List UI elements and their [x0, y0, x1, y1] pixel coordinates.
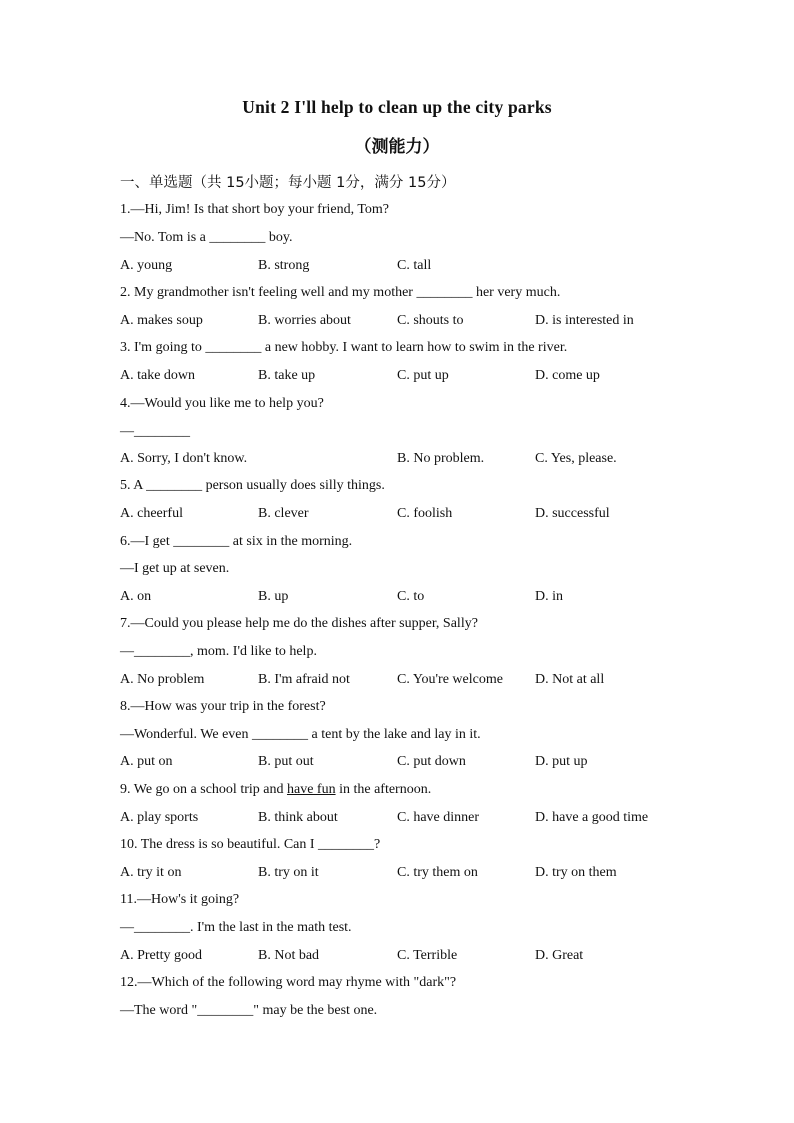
question-9: [120, 781, 431, 799]
q9-option-c: C. have dinner: [397, 810, 480, 825]
q9-option-b: B. think about: [258, 810, 338, 825]
q7-option-b: B. I'm afraid not: [258, 672, 350, 687]
q7-option-d: D. Not at all: [535, 672, 605, 687]
q8-option-b: B. put out: [258, 754, 314, 769]
question-10: 10. The dress is so beautiful. Can I ________?: [120, 837, 381, 852]
q1-option-a: A. young: [120, 258, 173, 273]
q10-option-d: D. try on them: [535, 865, 617, 880]
question-7: 7.—Could you please help me do the dishes after supper, Sally?: [120, 616, 478, 631]
q2-option-b: B. worries about: [258, 313, 351, 328]
q1-option-b: B. strong: [258, 258, 310, 273]
section-heading: 一、单选题（共 15小题；每小题 1分，满分 15分）: [120, 175, 456, 191]
question-8: 8.—How was your trip in the forest?: [120, 699, 326, 714]
question-9-text-before: 9. We go on a school trip and: [120, 782, 287, 797]
q8-option-a: A. put on: [120, 754, 173, 769]
q3-option-d: D. come up: [535, 368, 600, 383]
q8-option-d: D. put up: [535, 754, 588, 769]
q2-option-d: D. is interested in: [535, 313, 634, 328]
question-6-reply: —I get up at seven.: [120, 561, 230, 576]
q2-option-c: C. shouts to: [397, 313, 464, 328]
q8-option-c: C. put down: [397, 754, 466, 769]
question-5: 5. A ________ person usually does silly things.: [120, 478, 385, 493]
q4-option-a: A. Sorry, I don't know.: [120, 451, 248, 466]
q3-option-b: B. take up: [258, 368, 316, 383]
question-1: 1.—Hi, Jim! Is that short boy your friend, Tom?: [120, 202, 390, 217]
question-3: 3. I'm going to ________ a new hobby. I want to learn how to swim in the river.: [120, 340, 568, 355]
question-11-reply: —________. I'm the last in the math test.: [120, 920, 352, 935]
q1-option-c: C. tall: [397, 258, 432, 273]
q10-option-c: C. try them on: [397, 865, 478, 880]
q7-option-c: C. You're welcome: [397, 672, 503, 687]
q5-option-d: D. successful: [535, 506, 610, 521]
question-9-underlined-phrase: have fun: [286, 782, 336, 797]
question-8-reply: —Wonderful. We even ________ a tent by the lake and lay in it.: [120, 727, 481, 742]
question-4: 4.—Would you like me to help you?: [120, 396, 324, 411]
q5-option-c: C. foolish: [397, 506, 453, 521]
q6-option-d: D. in: [535, 589, 563, 604]
q2-option-a: A. makes soup: [120, 313, 203, 328]
q3-option-c: C. put up: [397, 368, 449, 383]
document-subtitle: （测能力）: [354, 137, 440, 157]
q11-option-b: B. Not bad: [258, 948, 320, 963]
q4-option-b: B. No problem.: [397, 451, 485, 466]
question-1-reply: —No. Tom is a ________ boy.: [120, 230, 293, 245]
question-9-text-after: in the afternoon.: [335, 782, 432, 797]
question-11: 11.—How's it going?: [120, 892, 240, 907]
question-6: 6.—I get ________ at six in the morning.: [120, 534, 353, 549]
question-12: 12.—Which of the following word may rhyme with "dark"?: [120, 975, 457, 990]
q6-option-c: C. to: [397, 589, 425, 604]
q10-option-a: A. try it on: [120, 865, 182, 880]
question-7-reply: —________, mom. I'd like to help.: [120, 644, 317, 659]
q6-option-b: B. up: [258, 589, 289, 604]
q9-option-a: A. play sports: [120, 810, 199, 825]
q11-option-a: A. Pretty good: [120, 948, 203, 963]
q11-option-d: D. Great: [535, 948, 584, 963]
q6-option-a: A. on: [120, 589, 152, 604]
document-title: Unit 2 I'll help to clean up the city parks: [242, 97, 552, 117]
question-2: 2. My grandmother isn't feeling well and my mother ________ her very much.: [120, 285, 561, 300]
question-4-reply: —________: [120, 424, 190, 439]
q3-option-a: A. take down: [120, 368, 196, 383]
q5-option-b: B. clever: [258, 506, 309, 521]
question-12-reply: —The word "________" may be the best one.: [120, 1003, 378, 1018]
q11-option-c: C. Terrible: [397, 948, 458, 963]
q7-option-a: A. No problem: [120, 672, 205, 687]
q4-option-c: C. Yes, please.: [535, 451, 617, 466]
q10-option-b: B. try on it: [258, 865, 319, 880]
q9-option-d: D. have a good time: [535, 810, 649, 825]
q5-option-a: A. cheerful: [120, 506, 183, 521]
